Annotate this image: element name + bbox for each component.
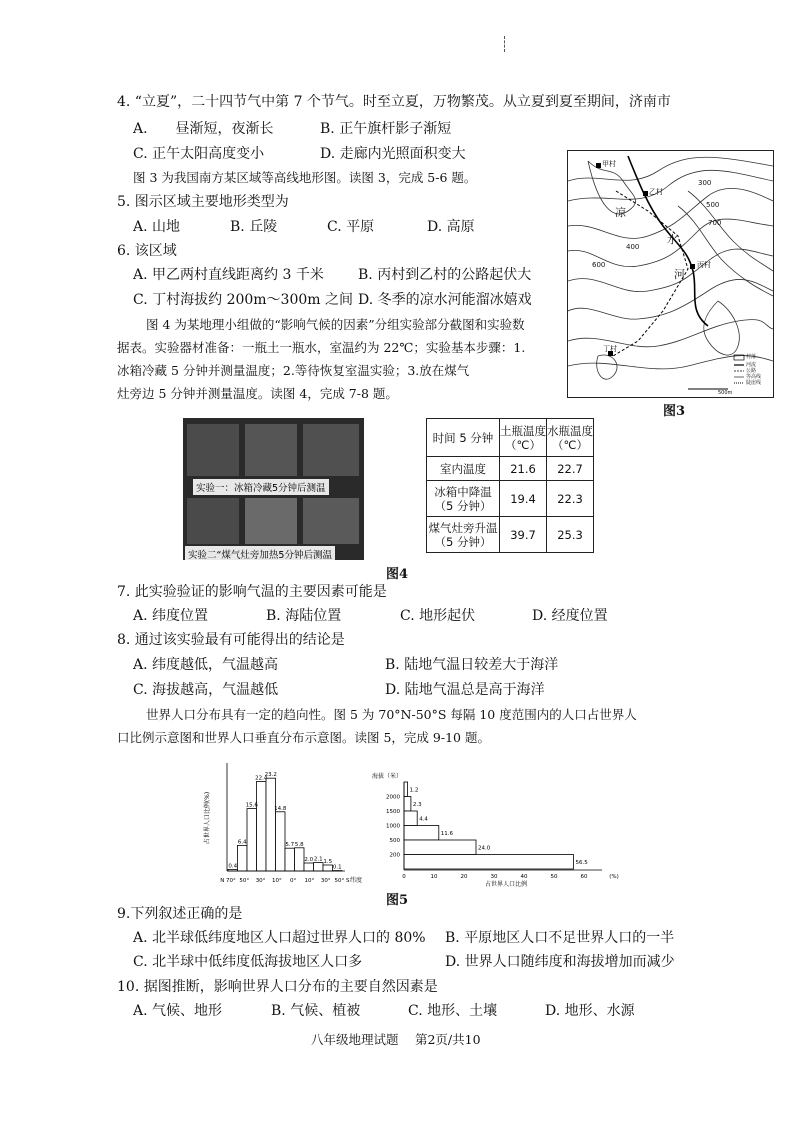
q8-option-b: B. 陆地气温日较差大于海洋 (385, 657, 559, 673)
chart-x-label: 纬度 (350, 877, 363, 884)
bar-value-label: 14.8 (274, 805, 287, 812)
bar-value-label: 15.6 (245, 802, 258, 809)
q10-option-a: A. 气候、地形 (133, 1003, 223, 1019)
q9-option-d: D. 世界人口随纬度和海拔增加而减少 (445, 954, 675, 970)
x-tick-label: 60 (580, 874, 588, 880)
photo-bottles-fridge (187, 424, 239, 476)
contour-map (568, 151, 773, 397)
q4-option-c: C. 正午太阳高度变小 (133, 146, 265, 162)
experiment-1-caption: 实验一：冰箱冷藏5分钟后测温 (193, 479, 329, 495)
intro-9-10-line2: 口比例示意图和世界人口垂直分布示意图。读图 5，完成 9-10 题。 (117, 730, 490, 745)
q5-option-c: C. 平原 (327, 219, 375, 235)
table-cell-soil: 39.7 (500, 517, 547, 553)
bar (404, 811, 417, 826)
table-cell-soil: 19.4 (500, 481, 547, 517)
bar (404, 797, 411, 812)
village-ding-label: 丁村 (603, 345, 617, 353)
bar-value-label: 56.5 (575, 859, 588, 866)
chart-x-label: 占世界人口比例 (484, 881, 528, 888)
bar (276, 812, 286, 871)
figure-5-caption: 图5 (386, 893, 409, 908)
legend-item-village: 村落 (746, 354, 757, 360)
table-row (427, 457, 594, 481)
village-yi-label: 乙村 (649, 188, 663, 196)
legend-item-cliff: 陡崖线 (746, 380, 762, 386)
q5-option-a: A. 山地 (133, 219, 181, 235)
contour-label-300: 300 (698, 179, 712, 187)
bar-value-label: 2.0 (304, 857, 314, 863)
bar (295, 848, 305, 871)
bar (266, 778, 276, 871)
contour-label-500: 500 (706, 201, 720, 209)
river-char-3: 河 (674, 268, 685, 281)
q9-stem: 9.下列叙述正确的是 (117, 906, 243, 922)
bar (404, 840, 476, 855)
y-tick-label: 200 (389, 852, 400, 859)
intro-7-8-line1: 图 4 为某地理小组做的“影响气候的因素”分组实验部分截图和实验数 (146, 317, 525, 332)
village-jia-label: 甲村 (602, 160, 616, 168)
y-tick-label: 500 (389, 838, 400, 844)
bar (257, 781, 267, 871)
page-footer: 八年级地理试题 第2页/共10 (311, 1032, 481, 1047)
q10-option-b: B. 气候、植被 (271, 1003, 361, 1019)
q5-option-b: B. 丘陵 (230, 219, 278, 235)
q8-stem: 8. 通过该实验最有可能得出的结论是 (117, 632, 345, 648)
y-tick-label: 2000 (386, 794, 400, 801)
table-cell-water: 25.3 (547, 517, 594, 553)
table-row (427, 517, 594, 553)
x-tick-label: 30 (490, 874, 498, 880)
q9-option-b: B. 平原地区人口不足世界人口的一半 (445, 930, 675, 946)
bar-value-label: 2.3 (412, 801, 422, 808)
x-tick-label: 30° (320, 878, 331, 884)
bar (247, 809, 257, 871)
contour-map-figure (567, 150, 774, 398)
x-tick-label: 30° (255, 878, 266, 884)
q8-option-d: D. 陆地气温总是高于海洋 (385, 682, 545, 698)
river-char-2: 水 (667, 233, 678, 246)
bar-value-label: 2.1 (313, 856, 323, 863)
q5-stem: 5. 图示区域主要地形类型为 (117, 194, 289, 210)
x-tick-label: 10° (304, 878, 315, 884)
bar-value-label: 1.2 (409, 787, 419, 794)
intro-7-8-line4: 灶旁边 5 分钟并测量温度。读图 4，完成 7-8 题。 (117, 386, 398, 401)
table-cell-water: 22.3 (547, 481, 594, 517)
table-header-soil: 土瓶温度（℃） (500, 419, 547, 457)
legend-item-contour: 等高线 (746, 374, 762, 380)
experiment-2-caption: 实验二“煤气灶旁加热5分钟后测温 (185, 546, 335, 560)
table-cell-label: 冰箱中降温（5 分钟） (427, 481, 500, 517)
table-cell-soil: 21.6 (500, 457, 547, 481)
x-tick-label: 10 (430, 874, 438, 880)
q6-option-c: C. 丁村海拔约 200m～300m 之间 (133, 292, 354, 308)
intro-5-6: 图 3 为我国南方某区域等高线地形图。读图 3，完成 5-6 题。 (133, 170, 477, 185)
bar (285, 848, 295, 871)
figure-3-caption: 图3 (663, 404, 686, 419)
chart-y-label: 海拔（米） (372, 773, 403, 780)
bar-value-label: 24.0 (478, 845, 491, 852)
figure-4-caption: 图4 (386, 567, 409, 582)
chart-y-label: 占世界人口比例(%) (204, 791, 211, 845)
bar (238, 845, 248, 871)
q4-option-a: A. 昼渐短，夜渐长 (133, 121, 274, 137)
bar (304, 863, 314, 871)
table-row (427, 481, 594, 517)
contour-label-600: 600 (592, 261, 606, 269)
x-tick-label: (%) (609, 874, 619, 880)
bar (314, 863, 324, 871)
legend-item-road: 公路 (746, 368, 757, 374)
latitude-population-chart (200, 758, 365, 888)
intro-7-8-line2: 据表。实验器材准备：一瓶土一瓶水，室温约为 22℃；实验基本步骤：1. (117, 340, 526, 355)
table-header-time: 时间 5 分钟 (427, 419, 500, 457)
x-tick-label: 10° (271, 878, 282, 884)
q7-stem: 7. 此实验验证的影响气温的主要因素可能是 (117, 584, 387, 600)
q6-option-d: D. 冬季的凉水河能溜冰嬉戏 (358, 292, 532, 308)
experiment-data-table (426, 418, 594, 553)
table-cell-water: 22.7 (547, 457, 594, 481)
experiment-photo (183, 418, 364, 560)
q10-option-c: C. 地形、土壤 (408, 1003, 498, 1019)
y-tick-label: 1000 (386, 823, 400, 830)
intro-7-8-line3: 冰箱冷藏 5 分钟并测量温度；2.等待恢复室温实验；3.放在煤气 (117, 363, 470, 378)
contour-label-700: 700 (708, 219, 722, 227)
y-tick-label: 1500 (386, 809, 400, 815)
contour-label-400: 400 (626, 243, 640, 251)
q8-option-a: A. 纬度越低，气温越高 (133, 657, 279, 673)
x-tick-label: 40 (520, 874, 528, 880)
bar-value-label: 5.8 (294, 841, 304, 848)
bar-value-label: 0.4 (228, 863, 238, 870)
q6-option-a: A. 甲乙两村直线距离约 3 千米 (133, 267, 324, 283)
table-cell-label: 煤气灶旁升温（5 分钟） (427, 517, 500, 553)
q7-option-d: D. 经度位置 (532, 608, 608, 624)
x-tick-label: 50 (550, 874, 558, 880)
village-bing-label: 丙村 (697, 261, 711, 269)
photo-bottles-stove (187, 498, 239, 544)
table-cell-label: 室内温度 (427, 457, 500, 481)
photo-thermometer-4 (303, 498, 359, 544)
bar-value-label: 6.4 (237, 839, 247, 846)
intro-9-10-line1: 世界人口分布具有一定的趋向性。图 5 为 70°N-50°S 每隔 10 度范围内的人口占世界人 (146, 707, 637, 722)
q4-option-d: D. 走廊内光照面积变大 (320, 146, 466, 162)
photo-thermometer-2 (303, 424, 359, 476)
bar-value-label: 4.4 (419, 816, 428, 823)
q4-option-b: B. 正午旗杆影子渐短 (320, 121, 452, 137)
photo-thermometer-3 (245, 498, 297, 544)
river-char-1: 凉 (615, 206, 626, 219)
q7-option-a: A. 纬度位置 (133, 608, 209, 624)
q5-option-d: D. 高原 (427, 219, 475, 235)
altitude-population-chart (370, 768, 620, 890)
x-tick-label: 50° (239, 878, 250, 884)
q8-option-c: C. 海拔越高，气温越低 (133, 682, 279, 698)
bar-value-label: 1.5 (323, 859, 333, 865)
x-tick-label: N 70° (220, 878, 236, 884)
bar (404, 782, 408, 797)
bar (404, 855, 574, 870)
bar-value-label: 11.6 (440, 830, 454, 837)
q9-option-a: A. 北半球低纬度地区人口超过世界人口的 80% (133, 930, 426, 946)
x-tick-label: 20 (460, 874, 468, 880)
bar-value-label: 5.7 (285, 842, 295, 849)
q7-option-b: B. 海陆位置 (266, 608, 342, 624)
x-tick-label: 50° S (334, 878, 350, 884)
x-tick-label: 0° (290, 878, 297, 884)
q9-option-c: C. 北半球中低纬度低海拔地区人口多 (133, 954, 363, 970)
photo-thermometer-1 (245, 424, 297, 476)
x-tick-label: 0 (402, 874, 406, 880)
bar (323, 865, 333, 871)
scale-bar-label: 500m (718, 390, 733, 396)
q10-option-d: D. 地形、水源 (545, 1003, 635, 1019)
q6-stem: 6. 该区域 (117, 243, 177, 259)
q10-stem: 10. 据图推断，影响世界人口分布的主要自然因素是 (117, 979, 438, 995)
bar-value-label: 22.4 (255, 775, 268, 782)
legend-item-river: 河流 (746, 362, 757, 368)
q6-option-b: B. 丙村到乙村的公路起伏大 (358, 267, 532, 283)
q7-option-c: C. 地形起伏 (400, 608, 476, 624)
bar-value-label: 23.2 (264, 772, 277, 779)
binding-mark (504, 36, 506, 52)
table-header-water: 水瓶温度（℃） (547, 419, 594, 457)
q4-stem: 4. “立夏”，二十四节气中第 7 个节气。时至立夏，万物繁茂。从立夏到夏至期间，济南市 (117, 94, 671, 110)
bar (404, 826, 439, 841)
bar-value-label: 0.1 (332, 864, 342, 871)
